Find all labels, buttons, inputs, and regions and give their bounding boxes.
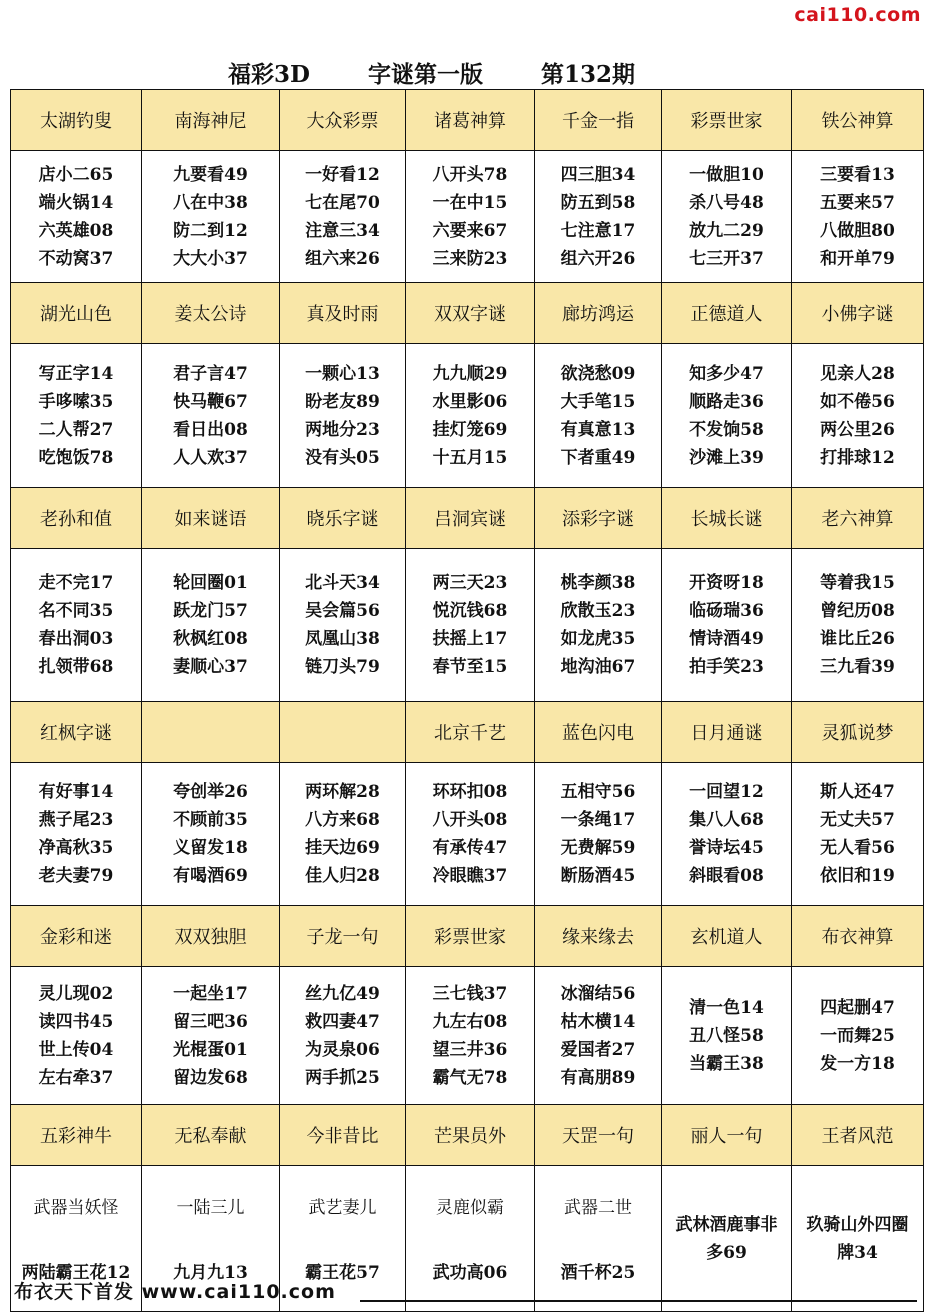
- author-name: 蓝色闪电: [535, 702, 662, 763]
- footer-divider: [360, 1300, 917, 1302]
- riddle-line: 八开头78: [432, 164, 508, 185]
- riddle-line: 四起删47: [820, 997, 895, 1018]
- riddle-line: 光棍蛋01: [173, 1039, 248, 1060]
- author-name: 无私奉献: [142, 1105, 280, 1166]
- riddle-line: 跃龙门57: [173, 601, 248, 621]
- author-name: 缘来缘去: [535, 906, 662, 967]
- riddle-line: 断肠酒45: [560, 866, 636, 886]
- riddle-line: 轮回圈01: [173, 573, 248, 593]
- riddle-line: 两三天23: [432, 573, 508, 593]
- riddle-line: 大手笔15: [560, 391, 636, 412]
- title-lottery: 福彩3D: [228, 61, 310, 88]
- riddle-line: 一条绳17: [560, 810, 636, 830]
- header-row: [11, 1105, 924, 1166]
- riddle-cell: [280, 151, 406, 283]
- riddle-line: 无丈夫57: [820, 810, 895, 830]
- riddle-line: 吃饱饭78: [38, 447, 114, 468]
- header-row: [11, 90, 924, 151]
- riddle-line: 组六开26: [560, 248, 636, 269]
- author-name: 金彩和迷: [11, 906, 142, 967]
- riddle-line: 三要看13: [820, 164, 895, 185]
- riddle-line: 武器二世: [564, 1198, 632, 1218]
- riddle-line: 扎领带68: [38, 657, 114, 677]
- riddle-line: 两手抓25: [305, 1067, 380, 1088]
- riddle-cell: [535, 967, 662, 1105]
- riddle-line: 三七钱37: [432, 983, 508, 1004]
- riddle-line: 集八人68: [689, 810, 764, 830]
- riddle-line: 君子言47: [173, 363, 248, 384]
- author-name: 大众彩票: [280, 90, 406, 151]
- riddle-line: 霸王花57: [305, 1263, 380, 1283]
- riddle-line: 扶摇上17: [432, 629, 508, 649]
- riddle-cell: [142, 763, 280, 906]
- riddle-line: 燕子尾23: [38, 810, 114, 830]
- riddle-cell: [662, 967, 792, 1105]
- riddle-row: [11, 549, 924, 702]
- riddle-line: 一而舞25: [820, 1025, 895, 1046]
- riddle-line: 店小二65: [38, 164, 114, 185]
- riddle-line: 净高秋35: [38, 838, 114, 858]
- author-name: 长城长谜: [662, 488, 792, 549]
- title-edition: 字谜第一版: [367, 61, 483, 88]
- riddle-cell: [662, 344, 792, 488]
- author-name: 红枫字谜: [11, 702, 142, 763]
- riddle-line: 沙滩上39: [689, 447, 764, 468]
- riddle-line: 如龙虎35: [560, 629, 636, 649]
- riddle-line: 六英雄08: [38, 220, 114, 241]
- riddle-line: 斯人还47: [820, 782, 895, 802]
- riddle-line: 老夫妻79: [38, 866, 114, 886]
- riddle-line: 一好看12: [305, 164, 380, 185]
- author-name: 真及时雨: [280, 283, 406, 344]
- riddle-line: 两公里26: [820, 419, 895, 440]
- author-name: 彩票世家: [406, 906, 535, 967]
- riddle-line: 和开单79: [820, 248, 895, 269]
- riddle-cell: [406, 1166, 535, 1312]
- riddle-line: 清一色14: [689, 997, 764, 1018]
- riddle-line: 春出洞03: [38, 629, 114, 649]
- riddle-cell: [535, 151, 662, 283]
- riddle-line: 下者重49: [560, 447, 636, 468]
- riddle-row: [11, 151, 924, 283]
- riddle-line: 武器当妖怪: [33, 1198, 119, 1218]
- riddle-line: 端火锅14: [38, 192, 114, 213]
- riddle-cell: [662, 151, 792, 283]
- author-name: 千金一指: [535, 90, 662, 151]
- riddle-line: 手哆嗦35: [38, 391, 114, 412]
- site-watermark: cai110.com: [794, 4, 921, 26]
- riddle-line: 放九二29: [689, 220, 764, 241]
- riddle-line: 世上传04: [38, 1039, 114, 1060]
- author-name: 添彩字谜: [535, 488, 662, 549]
- author-name: 五彩神牛: [11, 1105, 142, 1166]
- riddle-cell: [406, 763, 535, 906]
- riddle-line: 有真意13: [560, 419, 636, 440]
- riddle-line: 悦沉钱68: [432, 601, 508, 621]
- header-row: [11, 702, 924, 763]
- author-name: [280, 702, 406, 763]
- riddle-line: 盼老友89: [305, 391, 380, 412]
- riddle-line: 灵儿现02: [38, 983, 114, 1004]
- riddle-line: 不动窝37: [38, 248, 114, 269]
- riddle-cell: [280, 763, 406, 906]
- riddle-line: 有承传47: [432, 838, 508, 858]
- riddle-line: 三九看39: [820, 657, 895, 677]
- riddle-line: 杀八号48: [689, 192, 764, 213]
- riddle-line: 当霸王38: [689, 1053, 764, 1074]
- riddle-line: 誉诗坛45: [689, 838, 764, 858]
- riddle-line: 两陆霸王花12: [21, 1263, 131, 1283]
- riddle-cell: [406, 549, 535, 702]
- riddle-cell: [792, 967, 924, 1105]
- riddle-line: 快马鞭67: [173, 391, 248, 412]
- riddle-line: 欣散玉23: [560, 601, 636, 621]
- author-name: 北京千艺: [406, 702, 535, 763]
- riddle-line: 春节至15: [432, 657, 508, 677]
- riddle-line: 走不完17: [38, 573, 114, 593]
- riddle-line: 挂天边69: [305, 838, 380, 858]
- riddle-line: 酒千杯25: [560, 1263, 636, 1283]
- riddle-line: 十五月15: [432, 447, 508, 468]
- author-name: [142, 702, 280, 763]
- riddle-line: 九左右08: [432, 1011, 508, 1032]
- riddle-line: 秋枫红08: [173, 629, 248, 649]
- author-name: 彩票世家: [662, 90, 792, 151]
- author-name: 晓乐字谜: [280, 488, 406, 549]
- riddle-line: 谁比丘26: [820, 629, 895, 649]
- riddle-cell: [662, 763, 792, 906]
- author-name: 老六神算: [792, 488, 924, 549]
- riddle-line: 环环扣08: [432, 782, 508, 802]
- author-name: 今非昔比: [280, 1105, 406, 1166]
- riddle-line: 两环解28: [305, 782, 380, 802]
- riddle-line: 九要看49: [173, 164, 248, 185]
- riddle-line: 如不倦56: [820, 391, 895, 412]
- author-name: 如来谜语: [142, 488, 280, 549]
- riddle-line: 斜眼看08: [689, 866, 764, 886]
- author-name: 南海神尼: [142, 90, 280, 151]
- riddle-line: 吴会篇56: [305, 601, 380, 621]
- riddle-line: 欲浇愁09: [560, 363, 636, 384]
- author-name: 小佛字谜: [792, 283, 924, 344]
- riddle-cell: [11, 763, 142, 906]
- riddle-cell: [406, 151, 535, 283]
- riddle-line: 组六来26: [305, 248, 380, 269]
- riddle-table: [10, 89, 924, 1312]
- riddle-line: 四三胆34: [560, 164, 636, 185]
- riddle-cell: [142, 967, 280, 1105]
- riddle-row: [11, 967, 924, 1105]
- riddle-cell: [535, 549, 662, 702]
- riddle-line: 不顾前35: [173, 810, 248, 830]
- header-row: [11, 488, 924, 549]
- riddle-line: 爱国者27: [560, 1039, 636, 1060]
- riddle-line: 人人欢37: [173, 447, 248, 468]
- riddle-line: 大大小37: [173, 248, 248, 269]
- riddle-line: 八方来68: [305, 810, 380, 830]
- riddle-line: 左右牵37: [38, 1067, 114, 1088]
- riddle-line: 枯木横14: [560, 1011, 636, 1032]
- author-name: 双双字谜: [406, 283, 535, 344]
- riddle-line: 写正字14: [38, 363, 114, 384]
- riddle-line: 有好事14: [38, 782, 114, 802]
- riddle-line: 五要来57: [820, 192, 895, 213]
- author-name: 丽人一句: [662, 1105, 792, 1166]
- riddle-cell: [535, 1166, 662, 1312]
- riddle-line: 武林酒鹿事非多69: [675, 1214, 778, 1263]
- riddle-row: [11, 344, 924, 488]
- riddle-line: 三来防23: [432, 248, 508, 269]
- riddle-cell: [406, 967, 535, 1105]
- riddle-line: 两地分23: [305, 419, 380, 440]
- riddle-cell: [406, 344, 535, 488]
- riddle-line: 一起坐17: [173, 983, 248, 1004]
- riddle-line: 一在中15: [432, 192, 508, 213]
- riddle-line: 知多少47: [689, 363, 764, 384]
- riddle-line: 有高朋89: [560, 1067, 636, 1088]
- riddle-line: 佳人归28: [305, 866, 380, 886]
- riddle-line: 八在中38: [173, 192, 248, 213]
- riddle-line: 义留发18: [173, 838, 248, 858]
- riddle-line: 六要来67: [432, 220, 508, 241]
- author-name: 姜太公诗: [142, 283, 280, 344]
- riddle-line: 一陆三儿: [176, 1198, 245, 1218]
- riddle-line: 武艺妻儿: [308, 1198, 377, 1218]
- riddle-line: 读四书45: [38, 1011, 114, 1032]
- riddle-line: 留三吧36: [173, 1011, 248, 1032]
- author-name: 廊坊鸿运: [535, 283, 662, 344]
- riddle-line: 桃李颜38: [560, 573, 636, 593]
- riddle-line: 拍手笑23: [689, 657, 764, 677]
- riddle-line: 依旧和19: [820, 866, 895, 886]
- riddle-line: 水里影06: [432, 391, 508, 412]
- riddle-line: 一回望12: [689, 782, 764, 802]
- riddle-line: 挂灯笼69: [432, 419, 508, 440]
- riddle-line: 玖骑山外四圈牌34: [806, 1214, 909, 1263]
- riddle-cell: [142, 549, 280, 702]
- riddle-line: 妻顺心37: [173, 657, 248, 677]
- riddle-line: 打排球12: [820, 447, 895, 468]
- author-name: 正德道人: [662, 283, 792, 344]
- riddle-cell: [535, 763, 662, 906]
- riddle-cell: [280, 344, 406, 488]
- author-name: 老孙和值: [11, 488, 142, 549]
- footer-credit: 布衣天下首发 www.cai110.com: [14, 1281, 336, 1303]
- riddle-line: 一颗心13: [305, 363, 380, 384]
- riddle-line: 二人帮27: [38, 419, 114, 440]
- riddle-line: 无人看56: [820, 838, 895, 858]
- riddle-line: 九九顺29: [432, 363, 508, 384]
- riddle-cell: [11, 549, 142, 702]
- riddle-line: 链刀头79: [305, 657, 380, 677]
- author-name: 王者风范: [792, 1105, 924, 1166]
- riddle-line: 七三开37: [689, 248, 764, 269]
- riddle-line: 注意三34: [305, 220, 380, 241]
- riddle-line: 有喝酒69: [173, 866, 248, 886]
- author-name: 双双独胆: [142, 906, 280, 967]
- page-title: [228, 56, 635, 89]
- riddle-cell: [142, 344, 280, 488]
- riddle-line: 为灵泉06: [305, 1039, 380, 1060]
- riddle-cell: [792, 151, 924, 283]
- riddle-cell: [142, 151, 280, 283]
- riddle-line: 夸创举26: [173, 782, 248, 802]
- riddle-line: 救四妻47: [305, 1011, 380, 1032]
- riddle-line: 丑八怪58: [689, 1025, 764, 1046]
- riddle-cell: [535, 344, 662, 488]
- riddle-line: 名不同35: [38, 601, 114, 621]
- riddle-line: 望三井36: [432, 1039, 508, 1060]
- riddle-line: 灵鹿似霸: [436, 1198, 504, 1218]
- riddle-line: 冰溜结56: [560, 983, 636, 1004]
- title-issue: 第132期: [540, 61, 635, 88]
- riddle-line: 冷眼瞧37: [432, 866, 508, 886]
- riddle-row: [11, 763, 924, 906]
- riddle-cell: [792, 549, 924, 702]
- riddle-line: 等着我15: [820, 573, 895, 593]
- riddle-line: 七注意17: [560, 220, 636, 241]
- riddle-line: 曾纪历08: [820, 601, 895, 621]
- riddle-line: 情诗酒49: [689, 629, 764, 649]
- header-row: [11, 906, 924, 967]
- riddle-line: 见亲人28: [820, 363, 895, 384]
- riddle-line: 发一方18: [820, 1053, 895, 1074]
- author-name: 子龙一句: [280, 906, 406, 967]
- riddle-line: 顺路走36: [689, 391, 764, 412]
- riddle-line: 没有头05: [305, 447, 380, 468]
- author-name: 玄机道人: [662, 906, 792, 967]
- riddle-line: 防五到58: [560, 192, 636, 213]
- author-name: 太湖钓叟: [11, 90, 142, 151]
- header-row: [11, 283, 924, 344]
- riddle-line: 无费解59: [560, 838, 636, 858]
- riddle-cell: [280, 967, 406, 1105]
- riddle-line: 八做胆80: [820, 220, 895, 241]
- riddle-line: 一做胆10: [689, 164, 764, 185]
- author-name: 吕洞宾谜: [406, 488, 535, 549]
- riddle-line: 霸气无78: [432, 1067, 508, 1088]
- author-name: 天罡一句: [535, 1105, 662, 1166]
- riddle-cell: [11, 344, 142, 488]
- riddle-line: 七在尾70: [305, 192, 380, 213]
- riddle-cell: [792, 763, 924, 906]
- riddle-line: 丝九亿49: [305, 983, 380, 1004]
- author-name: 日月通谜: [662, 702, 792, 763]
- riddle-line: 不发饷58: [689, 419, 764, 440]
- riddle-line: 北斗天34: [305, 573, 380, 593]
- author-name: 湖光山色: [11, 283, 142, 344]
- riddle-line: 留边发68: [173, 1067, 248, 1088]
- riddle-line: 武功高06: [432, 1263, 508, 1283]
- riddle-line: 地沟油67: [560, 657, 636, 677]
- riddle-cell: [662, 549, 792, 702]
- author-name: 芒果员外: [406, 1105, 535, 1166]
- riddle-line: 八开头08: [432, 810, 508, 830]
- riddle-cell: [280, 549, 406, 702]
- riddle-line: 防二到12: [173, 220, 248, 241]
- riddle-cell: [792, 1166, 924, 1312]
- riddle-cell: [11, 967, 142, 1105]
- riddle-line: 开资呀18: [689, 573, 764, 593]
- riddle-line: 临砀瑞36: [689, 601, 764, 621]
- author-name: 灵狐说梦: [792, 702, 924, 763]
- riddle-line: 看日出08: [173, 419, 248, 440]
- author-name: 布衣神算: [792, 906, 924, 967]
- author-name: 诸葛神算: [406, 90, 535, 151]
- author-name: 铁公神算: [792, 90, 924, 151]
- riddle-cell: [792, 344, 924, 488]
- riddle-cell: [11, 151, 142, 283]
- riddle-line: 九月九13: [173, 1263, 248, 1283]
- riddle-line: 五相守56: [560, 782, 636, 802]
- riddle-line: 凤凰山38: [305, 629, 380, 649]
- riddle-cell: [662, 1166, 792, 1312]
